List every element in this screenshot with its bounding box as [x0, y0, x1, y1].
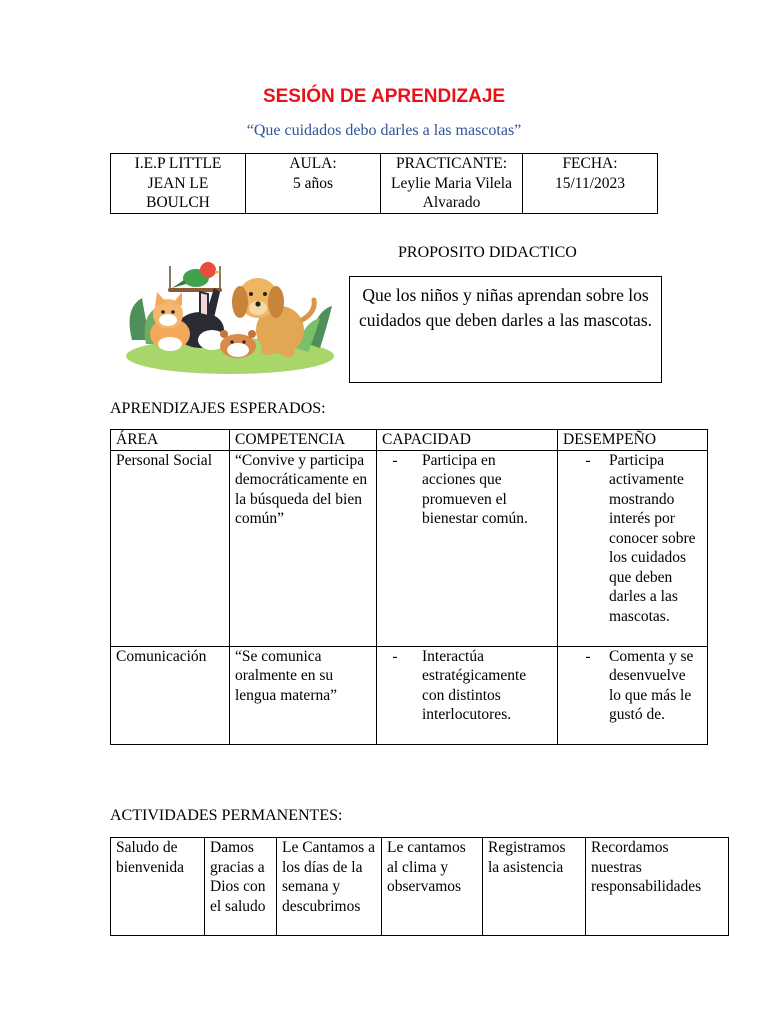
proposito-label: PROPOSITO DIDACTICO: [398, 244, 577, 261]
aula-label: AULA:: [289, 155, 337, 172]
actividad-cell: Le cantamos al clima y observamos: [382, 838, 483, 936]
proposito-box: [349, 276, 662, 383]
bullet-dash: -: [392, 451, 398, 469]
institution-name: I.E.P LITTLE JEAN LE BOULCH: [134, 155, 222, 211]
actividad-cell: Le Cantamos a los días de la semana y descubrimos: [277, 838, 382, 936]
desempeno-text: Comenta y se desenvuelve lo que más le gustó de.: [609, 647, 694, 723]
actividad-cell: Recordamos nuestras responsabilidades: [586, 838, 729, 936]
row-competencia: “Convive y participa democráticamente en la búsqueda del bien común”: [230, 450, 377, 646]
table-row: [111, 646, 708, 744]
aula-value: 5 años: [292, 174, 334, 192]
info-table: [110, 153, 658, 214]
actividad-cell: Damos gracias a Dios con el saludo: [205, 838, 277, 936]
table-row: [111, 450, 708, 646]
institution-cell: [111, 154, 246, 214]
row-desempeno: [558, 450, 708, 646]
row-area: Comunicación: [111, 646, 230, 744]
row-capacidad: [377, 450, 558, 646]
aprendizajes-table: [110, 429, 708, 745]
table-header-row: [111, 430, 708, 451]
row-area: Personal Social: [111, 450, 230, 646]
actividad-cell: Registramos la asistencia: [483, 838, 586, 936]
pets-illustration: [120, 248, 338, 378]
practicante-value: Leylie Maria Vilela Alvarado: [390, 174, 512, 211]
capacidad-text: Interactúa estratégicamente con distintos interlocutores.: [422, 647, 527, 723]
bullet-dash: -: [392, 647, 398, 665]
actividades-table: [110, 837, 729, 936]
capacidad-text: Participa en acciones que promueven el bienestar común.: [422, 451, 528, 527]
fecha-cell: [523, 154, 658, 214]
header-desempeno: DESEMPEÑO: [558, 430, 708, 451]
table-row: [111, 838, 729, 936]
header-capacidad: CAPACIDAD: [377, 430, 558, 451]
practicante-label: PRACTICANTE:: [395, 155, 508, 172]
aprendizajes-label: APRENDIZAJES ESPERADOS:: [110, 400, 326, 417]
desempeno-text: Participa activamente mostrando interés por conocer sobre los cuidados que deben darles a las mascotas.: [609, 451, 696, 625]
practicante-cell: [381, 154, 523, 214]
row-capacidad: [377, 646, 558, 744]
row-competencia: “Se comunica oralmente en su lengua materna”: [230, 646, 377, 744]
row-desempeno: [558, 646, 708, 744]
proposito-text: Que los niños y niñas aprendan sobre los cuidados que deben darles a las mascotas.: [358, 285, 653, 330]
aula-cell: [246, 154, 381, 214]
page-subtitle: “Que cuidados debo darles a las mascotas”: [246, 122, 522, 139]
header-area: ÁREA: [111, 430, 230, 451]
header-competencia: COMPETENCIA: [230, 430, 377, 451]
bullet-dash: -: [585, 647, 591, 665]
fecha-label: FECHA:: [562, 155, 618, 172]
bullet-dash: -: [585, 451, 591, 469]
page-title: SESIÓN DE APRENDIZAJE: [262, 86, 506, 107]
fecha-value: 15/11/2023: [554, 174, 626, 192]
actividades-label: ACTIVIDADES PERMANENTES:: [110, 807, 343, 824]
actividad-cell: Saludo de bienvenida: [111, 838, 205, 936]
